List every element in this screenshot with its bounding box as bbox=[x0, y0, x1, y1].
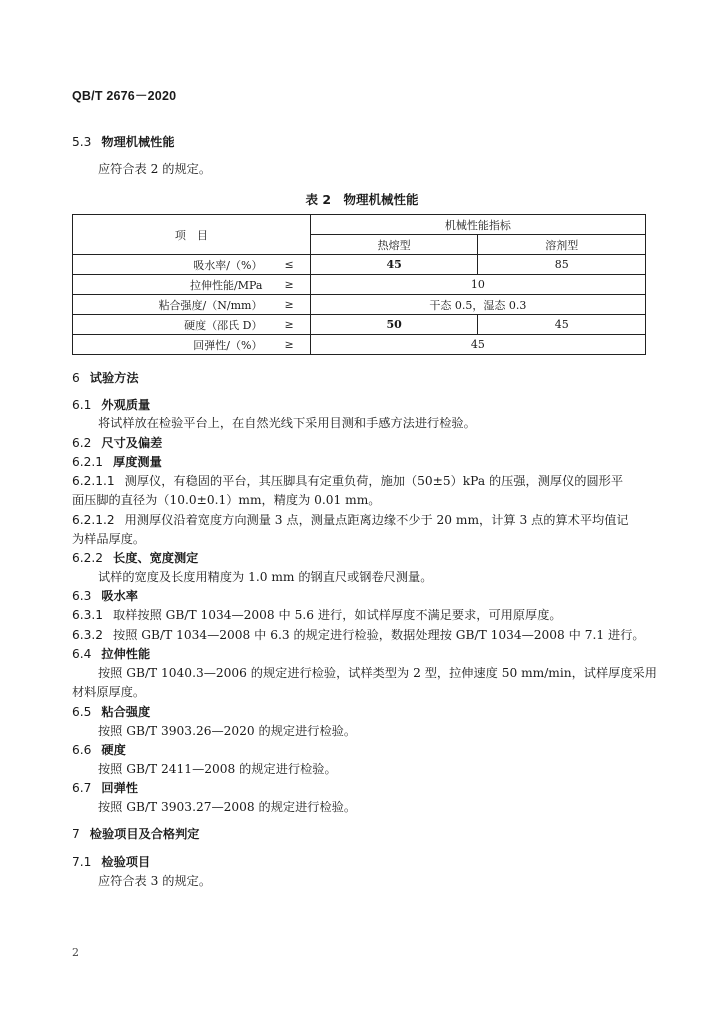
section-heading-6-5: 6.5 粘合强度 bbox=[72, 705, 151, 719]
standard-code: QB/T 2676－2020 bbox=[72, 89, 177, 103]
section-heading-6-2: 6.2 尺寸及偏差 bbox=[72, 436, 163, 450]
section-heading-6-3: 6.3 吸水率 bbox=[72, 589, 138, 603]
table-row: 拉伸性能/MPa ≥ 10 bbox=[73, 275, 646, 295]
section-text-6-3-2: 6.3.2 按照 GB/T 1034—2008 中 6.3 的规定进行检验，数据处理按 GB/T 1034—2008 中 7.1 进行。 bbox=[72, 628, 645, 642]
header-col-hotmelt: 热熔型 bbox=[310, 235, 478, 255]
header-group: 机械性能指标 bbox=[310, 215, 645, 235]
section-text-6-4: 按照 GB/T 1040.3—2006 的规定进行检验，试样类型为 2 型，拉伸速度 50 mm/min，试样厚度采用 bbox=[98, 666, 657, 680]
section-text-6-2-1-2: 6.2.1.2 用测厚仪沿着宽度方向测量 3 点，测量点距离边缘不少于 20 mm，计算 3 点的算术平均值记 bbox=[72, 513, 629, 527]
header-item: 项 目 bbox=[73, 215, 311, 255]
table-caption: 表 2 物理机械性能 bbox=[305, 192, 419, 207]
table-row: 粘合强度/（N/mm） ≥ 干态 0.5，湿态 0.3 bbox=[73, 295, 646, 315]
section-text-6-6: 按照 GB/T 2411—2008 的规定进行检验。 bbox=[98, 762, 337, 776]
section-text-5-3: 应符合表 2 的规定。 bbox=[98, 162, 212, 176]
section-heading-6: 6 试验方法 bbox=[72, 371, 139, 385]
section-heading-6-7: 6.7 回弹性 bbox=[72, 781, 138, 795]
table-header-row bbox=[73, 215, 646, 235]
section-text-6-2-1-2-cont: 为样品厚度。 bbox=[72, 532, 146, 546]
table-row: 硬度（邵氏 D） ≥ 50 45 bbox=[73, 315, 646, 335]
section-heading-6-2-2: 6.2.2 长度、宽度测定 bbox=[72, 551, 199, 565]
mechanical-properties-table bbox=[72, 214, 646, 355]
section-text-6-5: 按照 GB/T 3903.26—2020 的规定进行检验。 bbox=[98, 724, 357, 738]
section-heading-6-2-1: 6.2.1 厚度测量 bbox=[72, 455, 162, 469]
section-text-6-7: 按照 GB/T 3903.27—2008 的规定进行检验。 bbox=[98, 800, 357, 814]
section-heading-6-1: 6.1 外观质量 bbox=[72, 398, 151, 412]
section-text-6-1: 将试样放在检验平台上，在自然光线下采用目测和手感方法进行检验。 bbox=[98, 416, 476, 430]
table-row: 吸水率/（%） ≤ 45 85 bbox=[73, 255, 646, 275]
section-heading-5-3: 5.3 物理机械性能 bbox=[72, 135, 175, 149]
section-text-6-2-2: 试样的宽度及长度用精度为 1.0 mm 的钢直尺或钢卷尺测量。 bbox=[98, 570, 433, 584]
section-heading-6-6: 6.6 硬度 bbox=[72, 743, 126, 757]
table-row: 回弹性/（%） ≥ 45 bbox=[73, 335, 646, 355]
section-heading-6-4: 6.4 拉伸性能 bbox=[72, 647, 151, 661]
section-heading-7-1: 7.1 检验项目 bbox=[72, 855, 151, 869]
section-text-6-2-1-1-cont: 面压脚的直径为（10.0±0.1）mm，精度为 0.01 mm。 bbox=[72, 493, 381, 507]
section-text-6-3-1: 6.3.1 取样按照 GB/T 1034—2008 中 5.6 进行，如试样厚度不满足要求，可用原厚度。 bbox=[72, 608, 562, 622]
header-col-solvent: 溶剂型 bbox=[478, 235, 646, 255]
section-text-7-1: 应符合表 3 的规定。 bbox=[98, 874, 212, 888]
section-heading-7: 7 检验项目及合格判定 bbox=[72, 827, 200, 841]
section-text-6-2-1-1: 6.2.1.1 测厚仪，有稳固的平台，其压脚具有定重负荷，施加（50±5）kPa 的压强，测厚仪的圆形平 bbox=[72, 474, 624, 488]
section-text-6-4-cont: 材料原厚度。 bbox=[72, 685, 146, 699]
page-number: 2 bbox=[72, 946, 79, 959]
